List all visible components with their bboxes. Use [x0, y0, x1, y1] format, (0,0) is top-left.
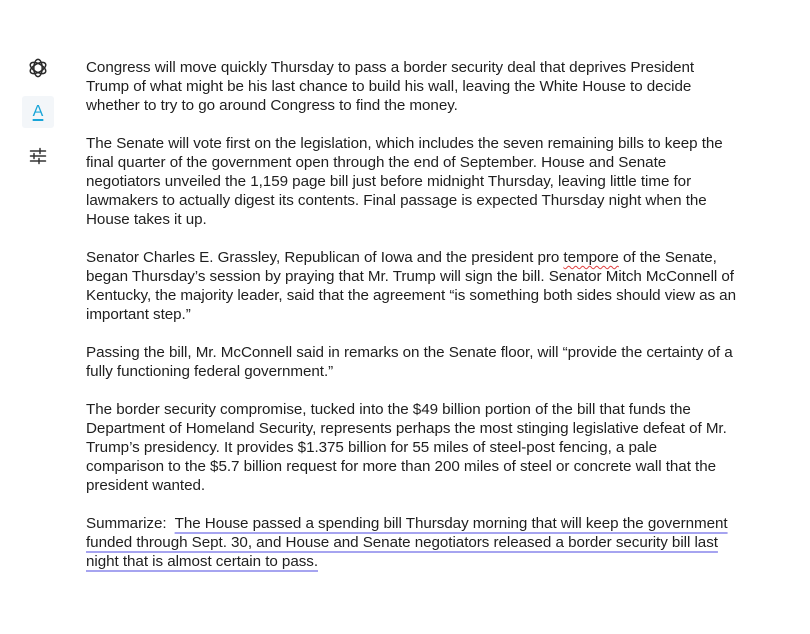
paragraph-5: The border security compromise, tucked into the $49 billion portion of the bill that funds the Department of Homeland Security, represents perhaps the most stinging legislative defeat of Mr. Trump’s presidency. It provides $1.375 billion for 55 miles of steel-post fencing, a pale comparison to the $5.7 billion request for more than 200 miles of steel or concrete wall that the president wanted. [86, 401, 727, 494]
text-format-icon: A [32, 103, 44, 120]
left-toolbar [22, 52, 54, 184]
openai-logo-button[interactable] [22, 52, 54, 84]
spellcheck-flagged-word[interactable]: tempore [563, 249, 619, 266]
paragraph-3-end: of the Senate, began Thursday’s session by praying that Mr. Trump will sign the bill. Senator Mitch McConnell of Kentucky, the majority leader, said that the agreement “is something both sides should view as an important step.” [86, 249, 736, 323]
paragraph-3 [86, 248, 736, 324]
settings-sliders-icon [29, 147, 47, 165]
paragraph-3-start: Senator Charles E. Grassley, Republican of Iowa and the president pro [86, 249, 564, 266]
ai-completion-text[interactable]: The House passed a spending bill Thursday morning that will keep the government funded through Sept. 30, and House and Senate negotiators released a border security bill last night that is almost certain to pass. [86, 515, 728, 570]
paragraph-4: Passing the bill, Mr. McConnell said in remarks on the Senate floor, will “provide the certainty of a fully functioning federal government.” [86, 344, 733, 380]
prompt-label: Summarize: [86, 515, 167, 532]
openai-logo-icon [26, 56, 50, 80]
text-format-button[interactable] [22, 96, 54, 128]
document-editor[interactable] [86, 58, 736, 590]
summarize-paragraph [86, 514, 736, 571]
paragraph-1: Congress will move quickly Thursday to pass a border security deal that deprives President Trump of what might be his last chance to build his wall, leaving the White House to decide whether to try to go around Congress to find the money. [86, 59, 695, 114]
paragraph-2: The Senate will vote first on the legislation, which includes the seven remaining bills to keep the final quarter of the government open through the end of September. House and Senate negotiators unveiled the 1,159 page bill just before midnight Thursday, leaving little time for lawmakers to actually digest its contents. Final passage is expected Thursday night when the House takes it up. [86, 135, 723, 228]
settings-button[interactable] [22, 140, 54, 172]
